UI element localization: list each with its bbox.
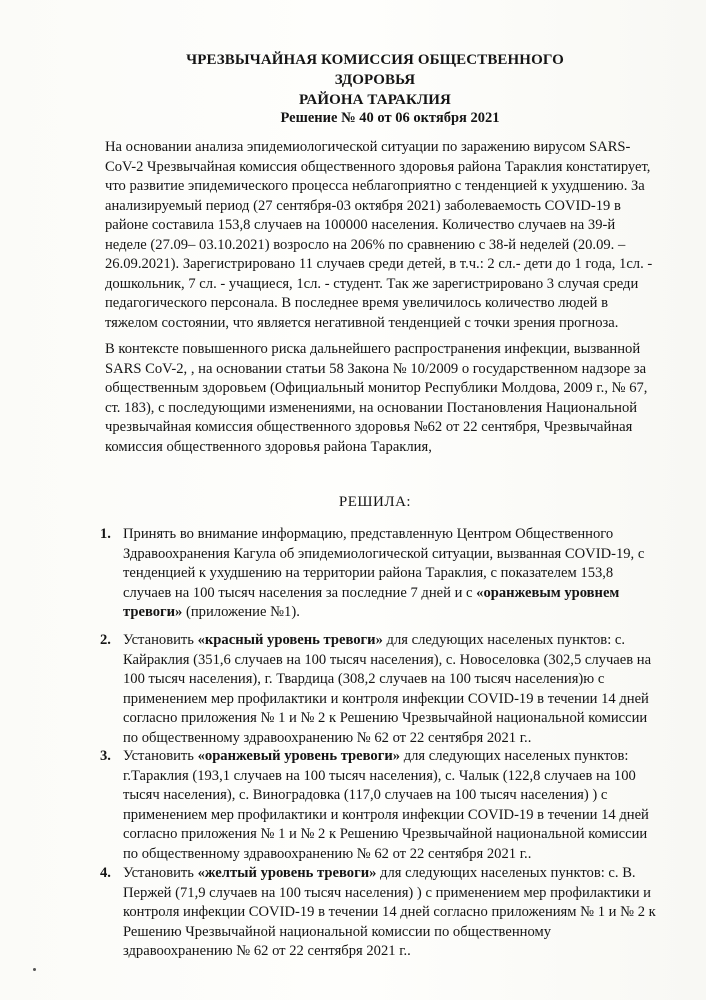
list-item	[100, 631, 660, 747]
item-text-end: (приложение №1).	[182, 604, 300, 620]
document-title	[150, 50, 600, 110]
alert-level-orange: «оранжевым уровнем тревоги»	[123, 584, 620, 620]
list-item	[100, 747, 660, 864]
decision-number: Решение № 40 от 06 октября 2021	[280, 110, 500, 126]
item-number: 2.	[100, 632, 111, 648]
alert-level-yellow: «желтый уровень тревоги»	[197, 865, 377, 881]
title-line-1: ЧРЕЗВЫЧАЙНАЯ КОМИССИЯ ОБЩЕСТВЕННОГО ЗДОРОВЬЯ	[186, 52, 564, 88]
title-line-2: РАЙОНА ТАРАКЛИЯ	[299, 92, 451, 108]
list-item	[100, 864, 660, 962]
resolved-heading: РЕШИЛА:	[338, 494, 412, 510]
paragraph-analysis: На основании анализа эпидемиологической ситуации по заражению вирусом SARS-CoV-2 Чрезвычайная комиссия общественного здоровья района Тараклия констатирует, что развитие эпидемического процесса неблагоприятно с тенденцией к ухудшению. За анализируемый период (27 сентября-03 октября 2021) заболеваемость COVID-19 в районе составила 153,8 случаев на 100000 населения. Количество случаев на 39-й неделе (27.09– 03.10.2021) возросло на 206% по сравнению с 38-й неделей (20.09. – 26.09.2021). Зарегистрировано 11 случаев среди детей, в т.ч.: 2 сл.- дети до 1 года, 1сл. - дошкольник, 7 сл. - учащиеся, 1сл. - студент. Так же зарегистрировано 3 случая среди педагогического персонала. В последнее время увеличилось количество людей в тяжелом состоянии, что является негативной тенденцией с точки зрения прогноза.	[105, 139, 653, 331]
item-text-end: для следующих населеных пунктов: г.Тараклия (193,1 случаев на 100 тысяч населения), с. Чалык (122,8 случаев на 100 тысяч населения), с. Виноградовка (117,0 случаев на 100 тысяч населения) ) с применением мер профилактики и контроля инфекции COVID-19 в течении 14 дней согласно приложения № 1 и № 2 к Решению Чрезвычайной национальной комиссии по общественному здравоохранению № 62 от 22 сентября 2021 г..	[123, 748, 649, 862]
list-item	[100, 525, 660, 631]
item-text-end: для следующих населеных пунктов: с. В. Пержей (71,9 случаев на 100 тысяч населения) ) с применением мер профилактики и контроля инфекции COVID-19 в течении 14 дней согласно приложениям № 1 и № 2 к Решению Чрезвычайной национальной комиссии по общественному здравоохранению № 62 от 22 сентября 2021 г..	[123, 865, 656, 959]
item-number: 1.	[100, 526, 111, 542]
item-text-end: для следующих населеных пунктов: с. Кайраклия (351,6 случаев на 100 тысяч населения), с. Новоселовка (302,5 случаев на 100 тысяч населения), г. Твардица (308,2 случаев на 100 тысяч населения)ю с применением мер профилактики и контроля инфекции COVID-19 в течении 14 дней согласно приложения № 1 и № 2 к Решению Чрезвычайной национальной комиссии по общественному здравоохранению № 62 от 22 сентября 2021 г..	[123, 632, 652, 746]
alert-level-orange: «оранжевый уровень тревоги»	[197, 748, 401, 764]
item-number: 4.	[100, 865, 111, 881]
decision-items-list	[100, 525, 660, 962]
paragraph-context: В контексте повышенного риска дальнейшего распространения инфекции, вызванной SARS CoV-2, , на основании статьи 58 Закона № 10/2009 о государственном надзоре за общественным здоровьем (Официальный монитор Республики Молдова, 2009 г., № 67, ст. 183), с последующими изменениями, на основании Постановления Национальной чрезвычайная комиссия общественного здоровья №62 от 22 сентября, Чрезвычайная комиссия общественного здоровья района Тараклия,	[105, 341, 648, 455]
item-text: Установить	[123, 632, 198, 648]
item-text: Установить	[123, 748, 198, 764]
alert-level-red: «красный уровень тревоги»	[197, 632, 383, 648]
item-number: 3.	[100, 748, 111, 764]
item-text: Принять во внимание информацию, представленную Центром Общественного Здравоохранения Кагула об эпидемиологической ситуации, вызванная COVID-19, с тенденцией к ухудшению на территории района Тараклия, с показателем 153,8 случаев на 100 тысяч населения за последние 7 дней и с	[123, 526, 645, 601]
scan-speck	[33, 968, 36, 971]
item-text: Установить	[123, 865, 198, 881]
